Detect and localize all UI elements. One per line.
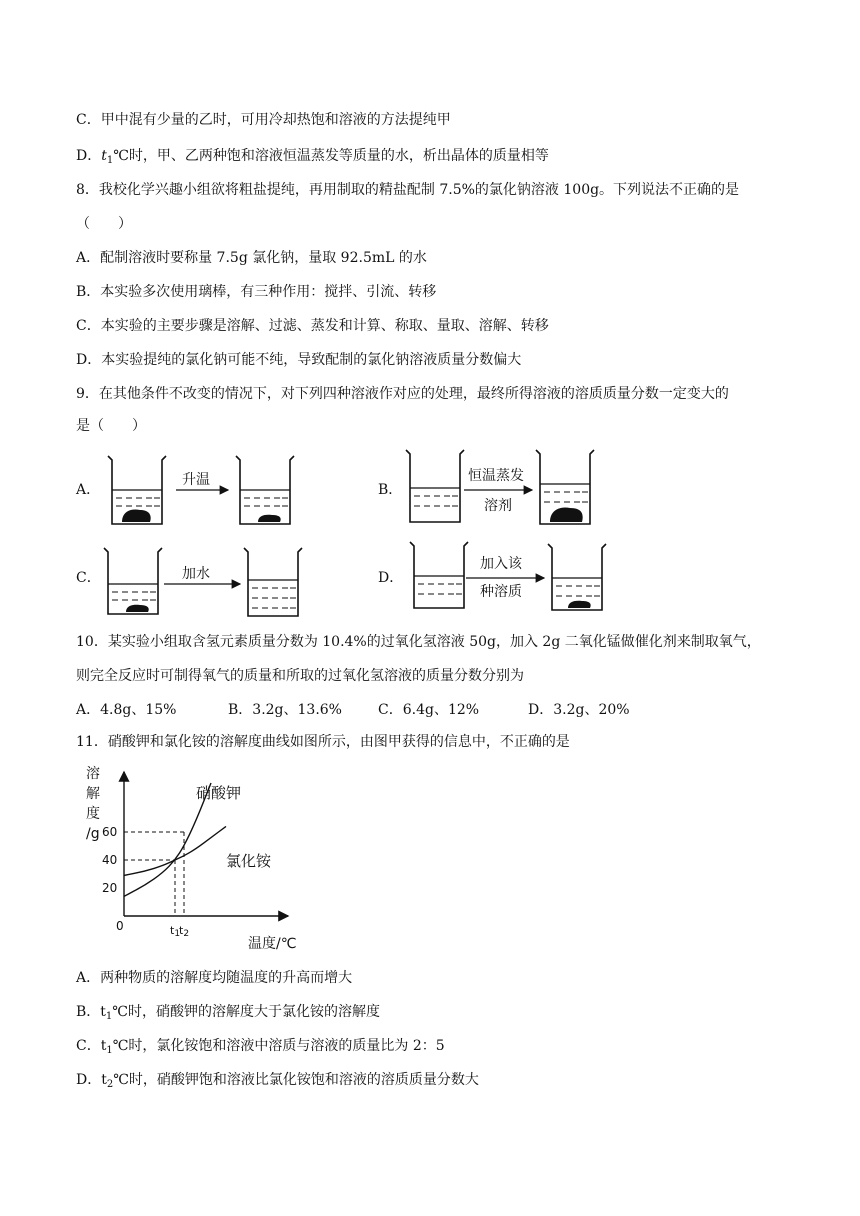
y-tick-label-40: 40 <box>102 853 118 867</box>
q7-option-d-sub: 1 <box>106 155 114 166</box>
q8-option-d: D．本实验提纯的氯化钠可能不纯，导致配制的氯化钠溶液质量分数偏大 <box>76 352 522 368</box>
q11-option-b-sub: 1 <box>105 1011 113 1022</box>
q9-d-arrow-label-top: 加入该 <box>480 556 522 572</box>
q9-d-arrow-label-bottom: 种溶质 <box>480 584 522 600</box>
q11-option-c-sub: 1 <box>106 1045 113 1056</box>
q9-c-arrow-label: 加水 <box>182 566 210 582</box>
q9-d-beaker-after <box>548 544 606 610</box>
x-tick-label-t2: t2 <box>179 924 190 939</box>
q9-c-beaker-after <box>244 548 302 616</box>
q8-stem-line1: 8．我校化学兴趣小组欲将粗盐提纯，再用制取的精盐配制 7.5%的氯化钠溶液 100g。下列说法不正确的是 <box>76 182 740 198</box>
q9-option-c-label: C． <box>76 570 101 586</box>
q11-option-b-rest: ℃时，硝酸钾的溶解度大于氯化铵的溶解度 <box>112 1004 380 1020</box>
q9-stem-line1: 9．在其他条件不改变的情况下，对下列四种溶液作对应的处理，最终所得溶液的溶质质量分数一定变大的 <box>76 386 729 402</box>
q11-option-c-prefix: C．t <box>76 1038 107 1054</box>
q9-c-beaker-before <box>104 548 162 614</box>
y-tick-label-60: 60 <box>102 825 118 839</box>
q9-option-d-label: D． <box>378 570 404 586</box>
q7-option-d-var: t <box>101 148 107 164</box>
q10-option-b: B．3.2g、13.6% <box>228 702 342 718</box>
q9-a-arrow-label: 升温 <box>182 472 210 488</box>
y-axis-label <box>86 765 100 842</box>
q10-stem-line2: 则完全反应时可制得氧气的质量和所取的过氧化氢溶液的质量分数分别为 <box>76 668 524 684</box>
q9-a-beaker-before <box>108 456 166 524</box>
q11-option-c-rest: ℃时，氯化铵饱和溶液中溶质与溶液的质量比为 2：5 <box>112 1038 445 1054</box>
q7-option-c: C．甲中混有少量的乙时，可用冷却热饱和溶液的方法提纯甲 <box>76 112 451 128</box>
q9-b-beaker-after <box>536 450 594 524</box>
q11-option-d <box>76 1070 479 1090</box>
q7-option-d-rest: ℃时，甲、乙两种饱和溶液恒温蒸发等质量的水，析出晶体的质量相等 <box>113 148 549 164</box>
x-tick-label-t1: t1 <box>170 924 181 939</box>
q11-option-d-sub: 2 <box>106 1079 114 1090</box>
y-axis-label-char: 度 <box>86 806 100 822</box>
q11-option-b <box>76 1002 380 1022</box>
q7-option-d <box>76 146 549 166</box>
q9-b-beaker-before <box>406 450 464 522</box>
q9-a-solid-after <box>258 515 281 522</box>
q9-b-arrow-label-top: 恒温蒸发 <box>468 468 524 484</box>
q9-b-arrow-label-bottom: 溶剂 <box>484 498 512 514</box>
q8-option-a: A．配制溶液时要称量 7.5g 氯化钠，量取 92.5mL 的水 <box>76 250 427 266</box>
q11-option-b-prefix: B．t <box>76 1004 106 1020</box>
q9-option-b-label: B． <box>378 482 403 498</box>
q9-a-beaker-after <box>236 456 294 524</box>
q11-stem: 11．硝酸钾和氯化铵的溶解度曲线如图所示，由图甲获得的信息中，不正确的是 <box>76 734 570 750</box>
origin-label: 0 <box>116 919 124 933</box>
y-axis-label-char: /g <box>86 826 100 842</box>
series-label-kno3: 硝酸钾 <box>196 784 242 802</box>
q10-option-a: A．4.8g、15% <box>76 702 177 718</box>
q8-stem-line2: （ ） <box>76 216 132 232</box>
q9-b-solid-after <box>550 508 583 522</box>
solubility-chart <box>80 760 320 960</box>
q8-option-b: B．本实验多次使用璃棒，有三种作用：搅拌、引流、转移 <box>76 284 437 300</box>
q7-option-d-prefix: D． <box>76 148 102 164</box>
q9-a-solid-before <box>122 510 151 523</box>
q9-stem-line2: 是（ ） <box>76 418 146 434</box>
q11-option-c <box>76 1036 445 1056</box>
q11-option-d-prefix: D．t <box>76 1072 107 1088</box>
q10-stem-line1: 10．某实验小组取含氢元素质量分数为 10.4%的过氧化氢溶液 50g，加入 2g 二氧化锰做催化剂来制取氧气， <box>76 634 761 650</box>
q11-option-d-rest: ℃时，硝酸钾饱和溶液比氯化铵饱和溶液的溶质质量分数大 <box>113 1072 479 1088</box>
y-axis-label-char: 溶 <box>86 766 100 782</box>
y-tick-label-20: 20 <box>102 881 118 895</box>
series-label-nh4cl: 氯化铵 <box>226 852 272 870</box>
q9-d-beaker-before <box>410 542 468 608</box>
q10-option-c: C．6.4g、12% <box>378 702 480 718</box>
q9-c-solid-before <box>126 605 149 612</box>
q10-option-d: D．3.2g、20% <box>528 702 630 718</box>
q8-option-c: C．本实验的主要步骤是溶解、过滤、蒸发和计算、称取、量取、溶解、转移 <box>76 318 549 334</box>
x-axis-label: 温度/℃ <box>248 936 297 952</box>
y-axis-label-char: 解 <box>86 786 100 802</box>
q9-d-solid-after <box>568 601 591 608</box>
q11-option-a: A．两种物质的溶解度均随温度的升高而增大 <box>76 970 353 986</box>
q9-option-a-label: A． <box>76 482 101 498</box>
q9-beaker-figures <box>100 444 820 624</box>
